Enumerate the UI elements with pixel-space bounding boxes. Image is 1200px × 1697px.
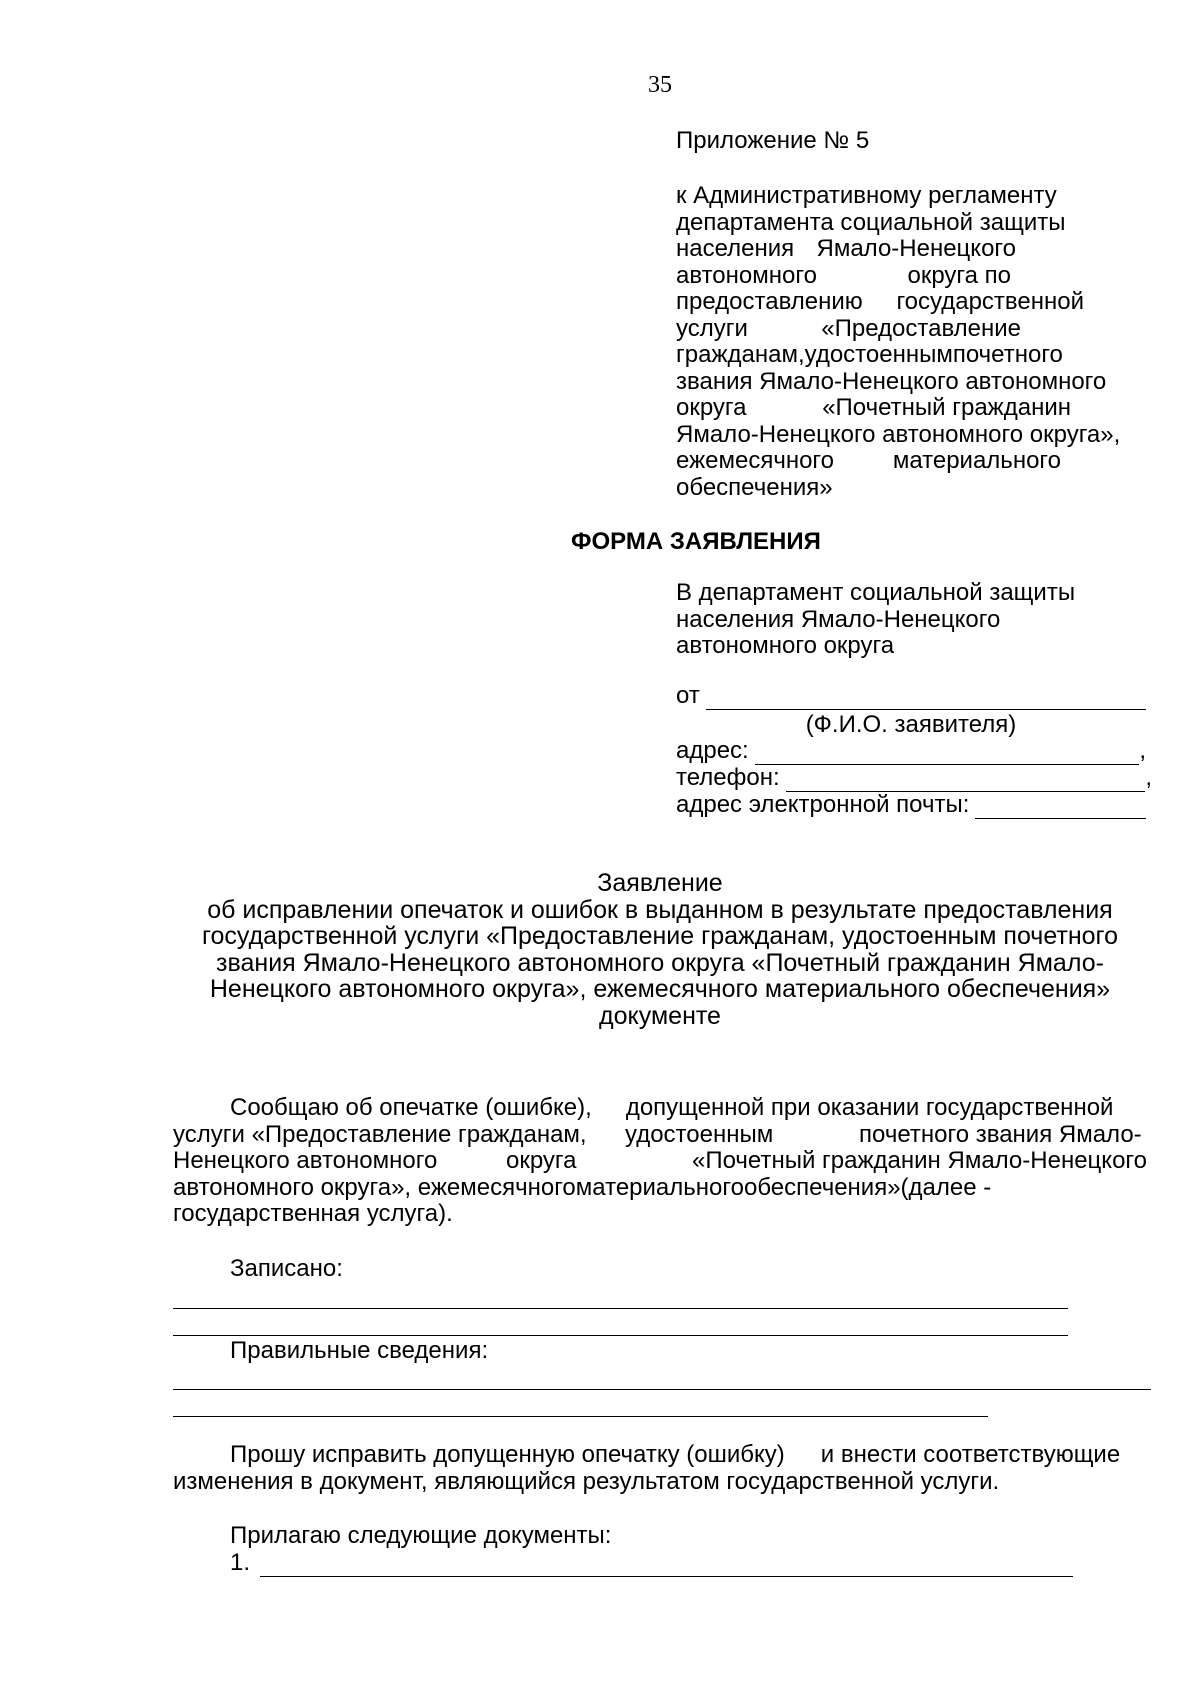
statement-title (160, 870, 1160, 1029)
email-label: адрес электронной почты: (676, 791, 970, 818)
recorded-line-2[interactable] (173, 1335, 1068, 1336)
phone-label: телефон: (676, 764, 780, 791)
appendix-line: ежемесячного материального (676, 447, 1061, 474)
appendix-line: звания Ямало-Ненецкого автономного (676, 367, 1107, 395)
appendix-line: автономного округа по (676, 261, 1011, 289)
addressee-line: В департамент социальной защиты (676, 579, 1076, 606)
address-row (676, 738, 1146, 765)
appendix-line: гражданам,удостоеннымпочетного (676, 341, 1063, 368)
statement-title-line: Заявление (597, 869, 723, 897)
attachment-item-1 (230, 1550, 1073, 1577)
paragraph-line: изменения в документ, являющийся результатом государственной услуги. (173, 1467, 1000, 1495)
recorded-label: Записано: (230, 1255, 343, 1282)
request-paragraph (173, 1442, 1149, 1495)
appendix-line: округа «Почетный гражданин (676, 394, 1071, 421)
paragraph-line: услуги «Предоставление гражданам, удостоенным почетного звания Ямало- (173, 1120, 1142, 1148)
address-comma: , (1139, 737, 1146, 764)
appendix-title: Приложение № 5 (676, 127, 870, 154)
statement-title-line: об исправлении опечаток и ошибок в выданном в результате предоставления (207, 895, 1113, 924)
from-label: от (676, 682, 700, 709)
recorded-line-1[interactable] (173, 1308, 1068, 1309)
address-label: адрес: (676, 737, 749, 764)
appendix-line: департамента социальной защиты (676, 208, 1066, 236)
paragraph-line: автономного округа», ежемесячногоматериальногообеспечения»(далее - (173, 1173, 992, 1201)
applicant-name-row (676, 683, 1146, 710)
page-number: 35 (648, 72, 672, 98)
paragraph-line: Ненецкого автономного округа «Почетный гражданин Ямало-Ненецкого (173, 1147, 1147, 1174)
paragraph-line: Сообщаю об опечатке (ошибке), допущенной при оказании государственной (230, 1094, 1114, 1121)
attachment-item-field[interactable] (260, 1556, 1073, 1577)
correct-info-line-2[interactable] (173, 1416, 988, 1417)
paragraph-line: государственная услуга). (173, 1200, 453, 1227)
attachments-label: Прилагаю следующие документы: (230, 1522, 612, 1549)
addressee-line: автономного округа (676, 632, 895, 659)
phone-row (676, 765, 1152, 792)
appendix-line: к Административному регламенту (676, 182, 1057, 209)
paragraph-line: Прошу исправить допущенную опечатку (ошибку) и внести соответствующие (230, 1441, 1121, 1468)
appendix-line: Ямало-Ненецкого автономного округа», (676, 420, 1121, 448)
applicant-name-field[interactable] (706, 689, 1146, 710)
fio-caption: (Ф.И.О. заявителя) (805, 711, 1017, 738)
error-report-paragraph (173, 1095, 1149, 1228)
address-field[interactable] (755, 744, 1140, 765)
statement-title-line: Ненецкого автономного округа», ежемесячного материального обеспечения» (209, 975, 1111, 1003)
attachment-item-number: 1. (230, 1549, 251, 1576)
statement-title-line: звания Ямало-Ненецкого автономного округа «Почетный гражданин Ямало- (216, 948, 1104, 977)
appendix-line: предоставлению государственной (676, 288, 1084, 315)
email-field[interactable] (975, 798, 1146, 819)
statement-title-line: документе (599, 1001, 721, 1030)
correct-info-label: Правильные сведения: (230, 1337, 489, 1364)
correct-info-line-1[interactable] (173, 1389, 1151, 1390)
appendix-regulation-reference (676, 183, 1146, 501)
phone-comma: , (1145, 764, 1152, 791)
appendix-line: услуги «Предоставление (676, 314, 1021, 342)
appendix-line: обеспечения» (676, 473, 833, 501)
addressee-block (676, 580, 1075, 660)
appendix-line: населения Ямало-Ненецкого (676, 235, 1016, 262)
addressee-line: населения Ямало-Ненецкого (676, 605, 1001, 633)
statement-title-line: государственной услуги «Предоставление гражданам, удостоенным почетного (201, 922, 1119, 950)
email-row (676, 792, 1146, 819)
form-heading: ФОРМА ЗАЯВЛЕНИЯ (571, 528, 821, 555)
phone-field[interactable] (786, 771, 1146, 792)
